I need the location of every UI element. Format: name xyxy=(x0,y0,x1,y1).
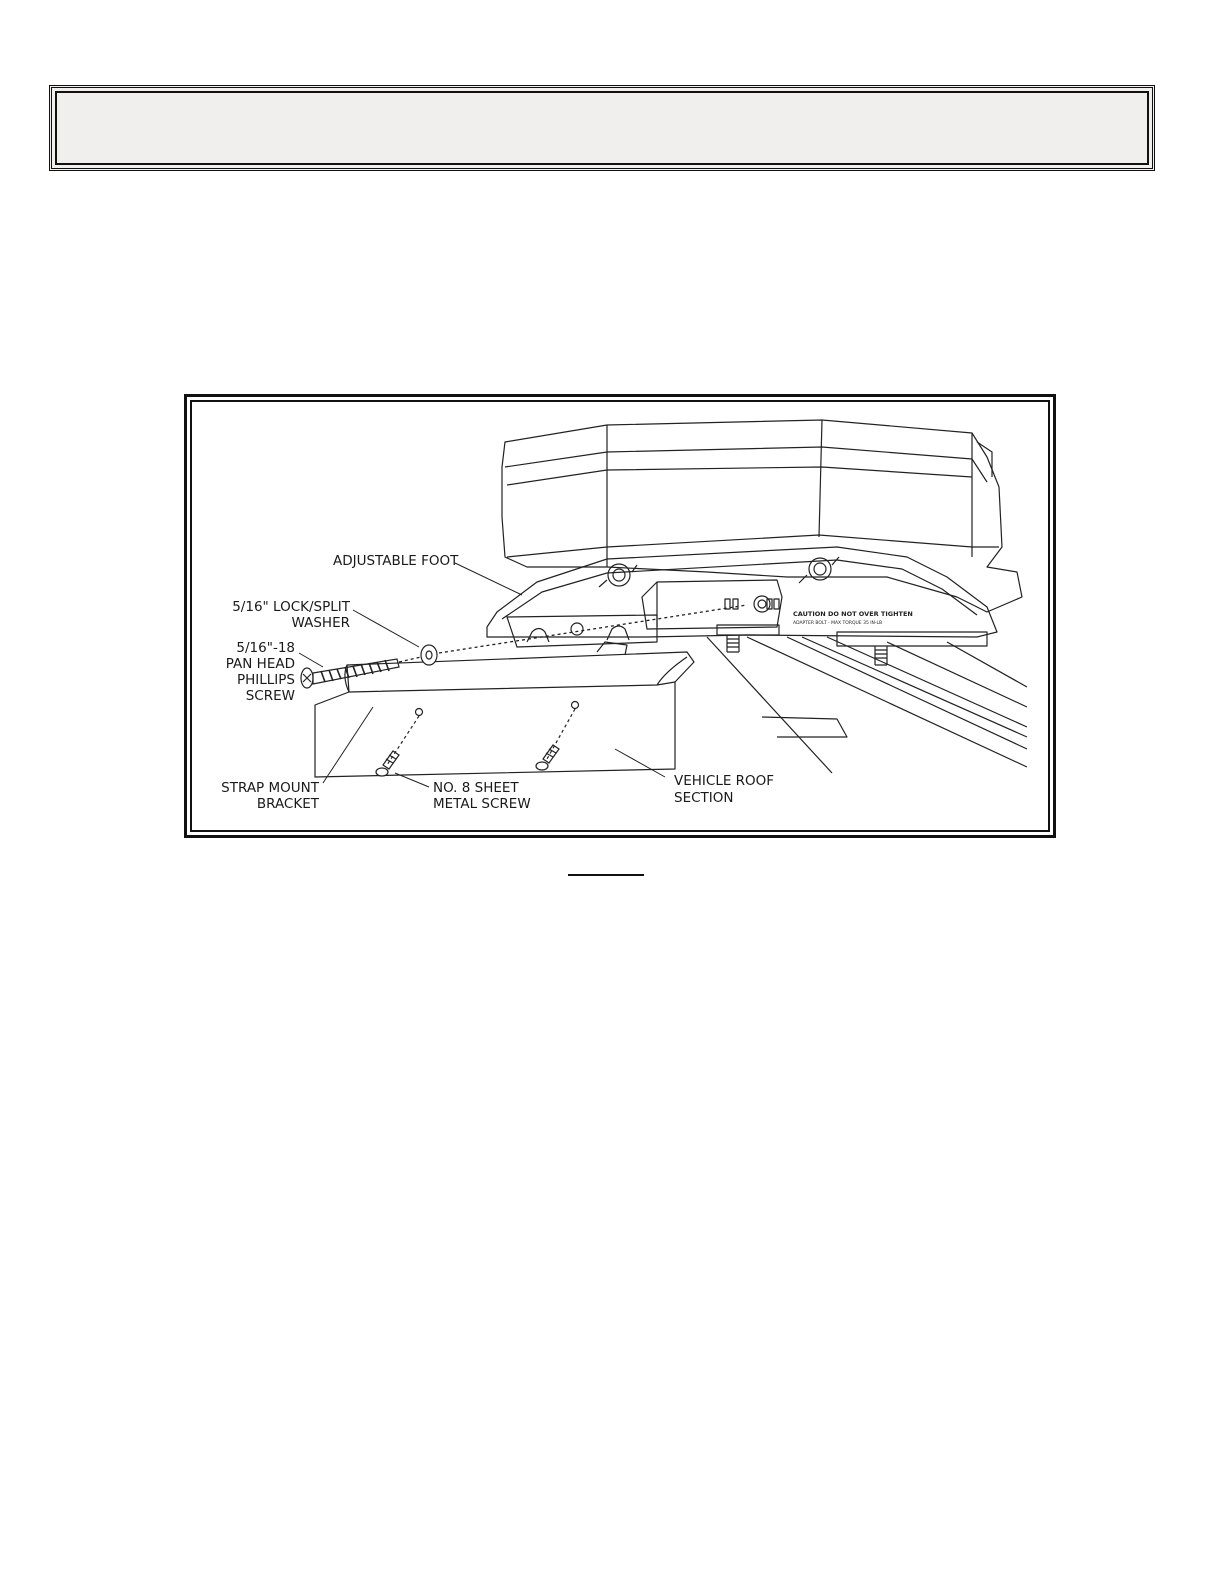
installation-diagram xyxy=(184,394,1056,838)
t-bolt-right xyxy=(837,632,987,646)
figure-caption-underline xyxy=(568,874,644,876)
label-lock-washer-line1: 5/16" LOCK/SPLIT xyxy=(232,599,350,615)
sheet-metal-screw-right xyxy=(536,709,575,770)
label-roof-line1: VEHICLE ROOF xyxy=(674,773,775,789)
label-adjustable-foot: ADJUSTABLE FOOT xyxy=(333,553,459,569)
label-screw-line2: PAN HEAD xyxy=(225,656,295,672)
label-strap-bracket-line1: STRAP MOUNT xyxy=(221,780,319,796)
label-strap-bracket-line2: BRACKET xyxy=(256,796,319,812)
leader-adjustable-foot xyxy=(455,563,522,595)
header-box xyxy=(49,85,1155,171)
sheet-metal-screw-left xyxy=(376,716,419,776)
caution-label-line1: CAUTION DO NOT OVER TIGHTEN xyxy=(793,610,913,618)
leader-roof xyxy=(615,749,665,777)
label-lock-washer-line2: WASHER xyxy=(291,615,350,631)
adapter-clamp xyxy=(642,580,782,629)
caution-label-line2: ADAPTER BOLT - MAX TORQUE 35 IN-LB xyxy=(793,621,883,626)
label-sheet-screw-line2: METAL SCREW xyxy=(433,796,531,812)
leader-strap-bracket xyxy=(323,707,373,783)
label-screw-line4: SCREW xyxy=(245,688,295,704)
diagram-drawing xyxy=(187,397,1053,835)
label-sheet-screw-line1: NO. 8 SHEET xyxy=(433,780,519,796)
leader-lock-washer xyxy=(353,610,419,647)
label-roof-line2: SECTION xyxy=(674,790,734,806)
label-screw-line3: PHILLIPS xyxy=(236,672,295,688)
adjustable-foot xyxy=(487,547,997,637)
lock-washer xyxy=(421,645,437,665)
leader-screw xyxy=(299,653,323,667)
t-bolt-left xyxy=(717,625,779,635)
label-screw-line1: 5/16"-18 xyxy=(236,640,295,656)
